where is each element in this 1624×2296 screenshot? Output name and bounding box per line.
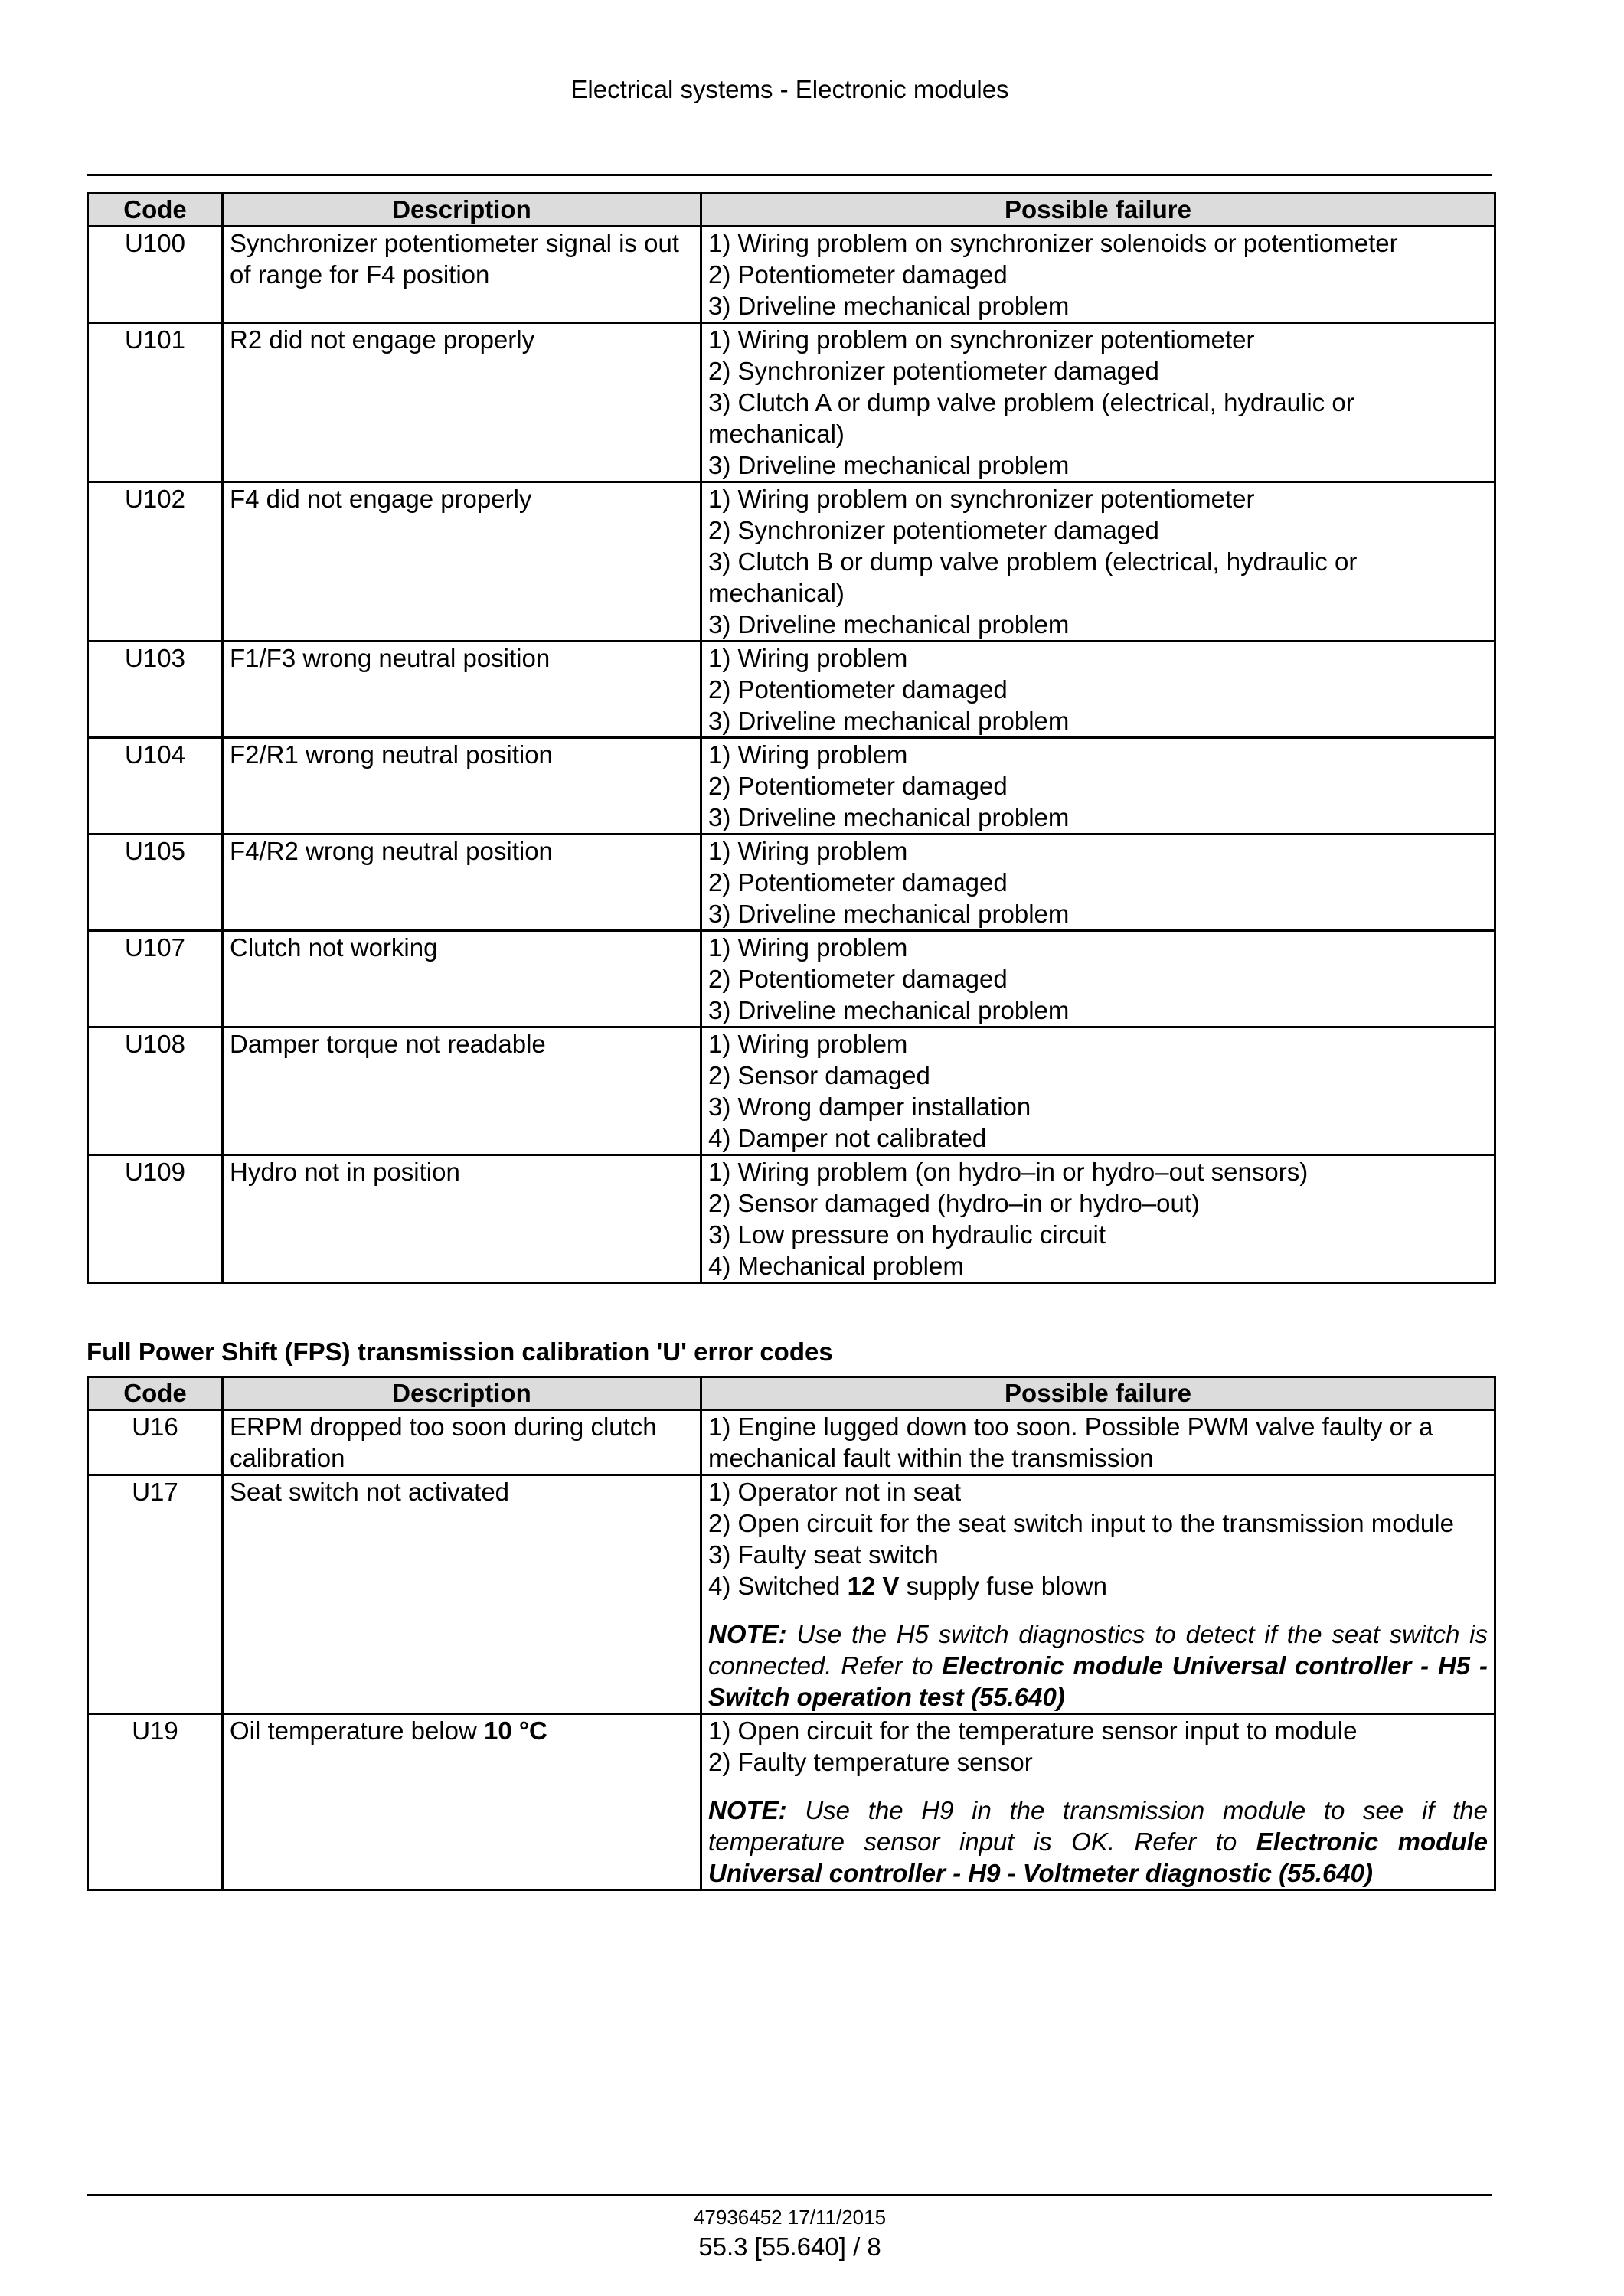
failure-line: 1) Operator not in seat xyxy=(708,1478,962,1506)
column-header-code: Code xyxy=(88,194,223,227)
failure-line: 1) Wiring problem xyxy=(708,1030,908,1058)
column-header-description: Description xyxy=(223,1377,701,1410)
column-header-code: Code xyxy=(88,1377,223,1410)
failure-line: 3) Driveline mechanical problem xyxy=(708,451,1070,479)
failure-line: 4) Damper not calibrated xyxy=(708,1124,987,1152)
error-codes-table xyxy=(87,192,1496,1284)
failure-cell xyxy=(701,1475,1495,1714)
failure-cell xyxy=(701,1027,1495,1155)
failure-line: 2) Faulty temperature sensor xyxy=(708,1748,1033,1776)
table-row xyxy=(88,482,1495,642)
failure-line: 4) Mechanical problem xyxy=(708,1252,964,1280)
note-label: NOTE: xyxy=(708,1620,787,1648)
failure-line: 3) Driveline mechanical problem xyxy=(708,996,1070,1024)
failure-line: 3) Low pressure on hydraulic circuit xyxy=(708,1220,1106,1249)
failure-line: 3) Clutch A or dump valve problem (electrical, hydraulic or mechanical) xyxy=(708,388,1354,448)
voltage-value: 12 V xyxy=(847,1572,900,1600)
description-cell: Clutch not working xyxy=(223,931,701,1027)
failure-line: 1) Wiring problem xyxy=(708,933,908,962)
table-row xyxy=(88,227,1495,323)
description-cell: F1/F3 wrong neutral position xyxy=(223,642,701,738)
failure-line: 1) Wiring problem xyxy=(708,644,908,672)
failure-line xyxy=(708,1570,1488,1602)
description-cell: Seat switch not activated xyxy=(223,1475,701,1714)
description-cell: Hydro not in position xyxy=(223,1155,701,1283)
code-cell: U107 xyxy=(88,931,223,1027)
table-row xyxy=(88,1714,1495,1890)
description-cell: ERPM dropped too soon during clutch calibration xyxy=(223,1410,701,1475)
failure-cell xyxy=(701,1155,1495,1283)
failure-cell xyxy=(701,834,1495,931)
note-text: Use the H5 switch diagnostics to detect if the seat switch is connected. Refer to xyxy=(708,1620,1488,1680)
failure-line: 2) Potentiometer damaged xyxy=(708,675,1008,704)
table-header-row xyxy=(88,1377,1495,1410)
table-header-row xyxy=(88,194,1495,227)
description-text: Oil temperature below xyxy=(230,1716,484,1745)
column-header-description: Description xyxy=(223,194,701,227)
failure-line: 2) Potentiometer damaged xyxy=(708,965,1008,993)
failure-line: 1) Wiring problem on synchronizer solenoids or potentiometer xyxy=(708,229,1398,257)
table-row xyxy=(88,1475,1495,1714)
failure-line: 1) Wiring problem on synchronizer potentiometer xyxy=(708,485,1255,513)
code-cell: U103 xyxy=(88,642,223,738)
failure-line: 3) Driveline mechanical problem xyxy=(708,900,1070,928)
note-block xyxy=(708,1795,1488,1889)
failure-line: 3) Wrong damper installation xyxy=(708,1092,1031,1121)
failure-line: 3) Driveline mechanical problem xyxy=(708,292,1070,320)
failure-line: 3) Driveline mechanical problem xyxy=(708,707,1070,735)
description-cell: Damper torque not readable xyxy=(223,1027,701,1155)
failure-line: 2) Potentiometer damaged xyxy=(708,868,1008,897)
failure-cell xyxy=(701,642,1495,738)
failure-cell xyxy=(701,931,1495,1027)
temperature-value: 10 °C xyxy=(483,1716,547,1745)
failure-text: 4) Switched xyxy=(708,1572,848,1600)
failure-line: 2) Synchronizer potentiometer damaged xyxy=(708,516,1159,544)
code-cell: U108 xyxy=(88,1027,223,1155)
failure-line: 3) Clutch B or dump valve problem (electrical, hydraulic or mechanical) xyxy=(708,547,1358,607)
failure-cell xyxy=(701,1714,1495,1890)
table-row xyxy=(88,323,1495,482)
failure-line: 1) Wiring problem (on hydro–in or hydro–out sensors) xyxy=(708,1158,1309,1186)
failure-text: supply fuse blown xyxy=(899,1572,1107,1600)
failure-line: 2) Sensor damaged (hydro–in or hydro–out) xyxy=(708,1189,1201,1217)
failure-cell xyxy=(701,323,1495,482)
fps-calibration-codes-table xyxy=(87,1376,1496,1891)
failure-line: 2) Sensor damaged xyxy=(708,1061,930,1089)
note-block xyxy=(708,1618,1488,1713)
failure-line: 2) Potentiometer damaged xyxy=(708,260,1008,289)
page-number: 55.3 [55.640] / 8 xyxy=(698,2232,881,2261)
table-row xyxy=(88,1155,1495,1283)
failure-line: 2) Synchronizer potentiometer damaged xyxy=(708,357,1159,385)
description-cell: R2 did not engage properly xyxy=(223,323,701,482)
failure-line: 1) Wiring problem xyxy=(708,837,908,865)
code-cell: U16 xyxy=(88,1410,223,1475)
note-reference: Electronic module Universal controller - H9 - Voltmeter diagnostic (55.640) xyxy=(708,1827,1488,1887)
note-reference: Electronic module Universal controller - H5 - Switch operation test (55.640) xyxy=(708,1651,1488,1711)
code-cell: U101 xyxy=(88,323,223,482)
table-row xyxy=(88,738,1495,834)
failure-line: 3) Driveline mechanical problem xyxy=(708,803,1070,831)
header-divider xyxy=(87,174,1492,176)
description-cell: F4/R2 wrong neutral position xyxy=(223,834,701,931)
failure-line: 1) Wiring problem on synchronizer potentiometer xyxy=(708,325,1255,354)
failure-line: 2) Potentiometer damaged xyxy=(708,772,1008,800)
failure-line: 3) Driveline mechanical problem xyxy=(708,610,1070,639)
note-text: Use the H9 in the transmission module to see if the temperature sensor input is OK. Refer to xyxy=(708,1796,1488,1856)
failure-line: 2) Open circuit for the seat switch input to the transmission module xyxy=(708,1509,1454,1537)
column-header-possible-failure: Possible failure xyxy=(701,1377,1495,1410)
failure-line: 3) Faulty seat switch xyxy=(708,1540,939,1569)
document-id: 47936452 17/11/2015 xyxy=(693,2206,887,2229)
column-header-possible-failure: Possible failure xyxy=(701,194,1495,227)
table-row xyxy=(88,1410,1495,1475)
code-cell: U17 xyxy=(88,1475,223,1714)
code-cell: U105 xyxy=(88,834,223,931)
description-cell: F4 did not engage properly xyxy=(223,482,701,642)
failure-line: 1) Open circuit for the temperature sensor input to module xyxy=(708,1716,1358,1745)
failure-cell xyxy=(701,482,1495,642)
page-header-title: Electrical systems - Electronic modules xyxy=(570,75,1009,103)
table-row xyxy=(88,931,1495,1027)
note-label: NOTE: xyxy=(708,1796,787,1824)
code-cell: U102 xyxy=(88,482,223,642)
failure-line: 1) Wiring problem xyxy=(708,740,908,769)
table-row xyxy=(88,834,1495,931)
code-cell: U100 xyxy=(88,227,223,323)
code-cell: U109 xyxy=(88,1155,223,1283)
failure-cell: 1) Engine lugged down too soon. Possible PWM valve faulty or a mechanical fault within the transmission xyxy=(701,1410,1495,1475)
failure-cell xyxy=(701,738,1495,834)
code-cell: U104 xyxy=(88,738,223,834)
description-cell: F2/R1 wrong neutral position xyxy=(223,738,701,834)
description-cell xyxy=(223,1714,701,1890)
section-heading: Full Power Shift (FPS) transmission calibration 'U' error codes xyxy=(87,1337,833,1366)
footer-divider xyxy=(87,2194,1492,2196)
error-codes-table-body xyxy=(88,227,1495,1283)
code-cell: U19 xyxy=(88,1714,223,1890)
table-row xyxy=(88,642,1495,738)
table-row xyxy=(88,1027,1495,1155)
description-cell: Synchronizer potentiometer signal is out of range for F4 position xyxy=(223,227,701,323)
failure-cell xyxy=(701,227,1495,323)
